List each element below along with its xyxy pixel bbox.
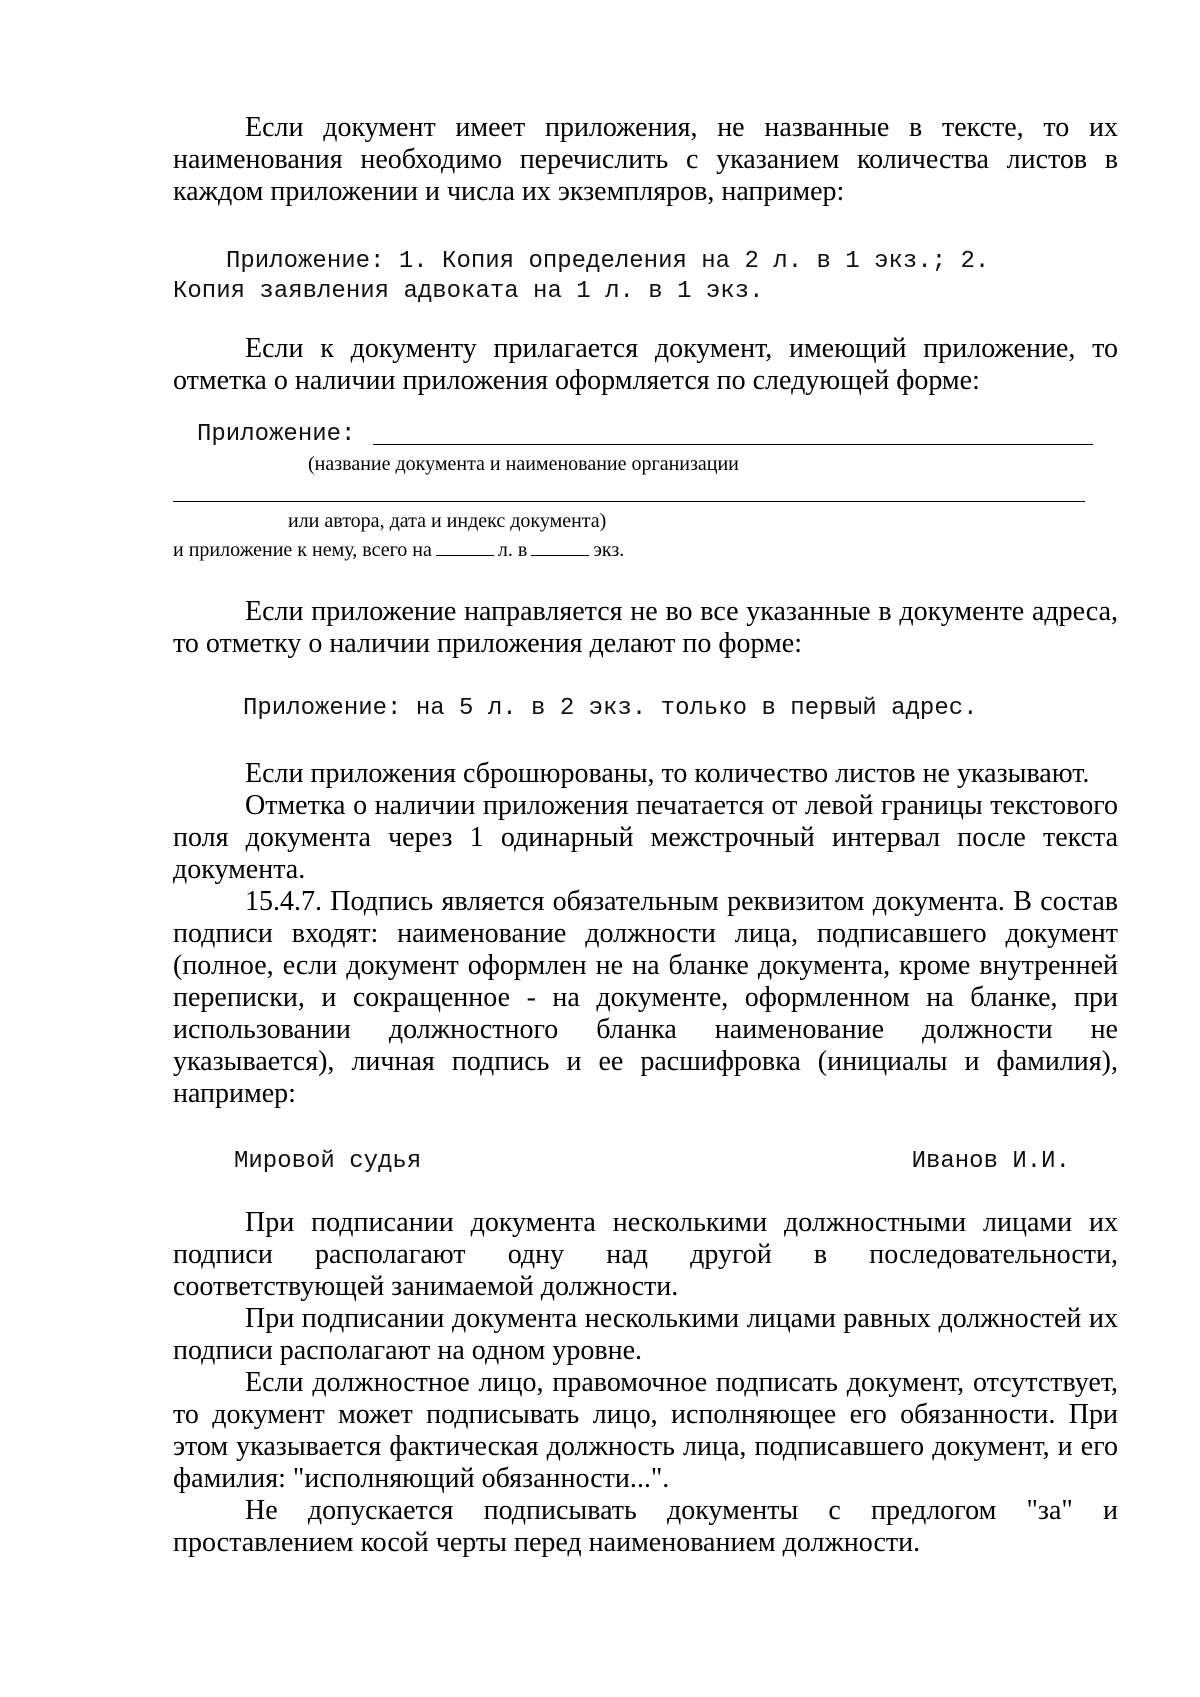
- form-attachment-label: Приложение:: [197, 421, 356, 448]
- signature-position: Мировой судья: [234, 1148, 422, 1175]
- copies-blank: [531, 537, 589, 556]
- form-line-3-mid: л. в: [497, 539, 528, 561]
- form-caption-1: (название документа и наименование организации: [308, 453, 739, 475]
- form-blank-line-1: [373, 444, 1093, 445]
- form-caption-2: или автора, дата и индекс документа): [288, 510, 607, 532]
- example-partial-attachment: Приложение: на 5 л. в 2 экз. только в первый адрес.: [243, 695, 978, 722]
- example-attachment-line-2: Копия заявления адвоката на 1 л. в 1 экз.: [173, 278, 764, 305]
- signature-example: [234, 1147, 1070, 1177]
- signature-name: Иванов И.И.: [911, 1148, 1070, 1175]
- paragraph-bound-attachments: Если приложения сброшюрованы, то количество листов не указывают.: [245, 758, 1090, 789]
- paragraph-prohibited-signing: Не допускается подписывать документы с предлогом "за" и проставлением косой черты перед наименованием должности.: [173, 1495, 1118, 1558]
- paragraph-equal-positions: При подписании документа несколькими лицами равных должностей их подписи располагают на одном уровне.: [173, 1303, 1118, 1366]
- form-line-3-end: экз.: [593, 539, 625, 561]
- form-blank-line-2: [173, 501, 1085, 502]
- paragraph-partial-addresses: Если приложение направляется не во все указанные в документе адреса, то отметку о наличии приложения делают по форме:: [173, 596, 1118, 659]
- paragraph-signature-section: 15.4.7. Подпись является обязательным реквизитом документа. В состав подписи входят: наименование должности лица, подписавшего документ (полное, если документ оформлен не на бланке документа, кроме внутренней переписки, и сокращенное - на документе, оформленном на бланке, при использовании должностного бланка наименование должности не указывается), личная подпись и ее расшифровка (инициалы и фамилия), например:: [173, 886, 1118, 1109]
- form-line-3-start: и приложение к нему, всего на: [173, 539, 432, 561]
- sheets-blank: [436, 537, 494, 556]
- paragraph-attached-document: Если к документу прилагается документ, имеющий приложение, то отметка о наличии приложения оформляется по следующей форме:: [173, 333, 1118, 396]
- paragraph-attachment-placement: Отметка о наличии приложения печатается от левой границы текстового поля документа через 1 одинарный межстрочный интервал после текста документа.: [173, 790, 1118, 885]
- paragraph-acting-official: Если должностное лицо, правомочное подписать документ, отсутствует, то документ может подписывать лицо, исполняющее его обязанности. При этом указывается фактическая должность лица, подписавшего документ, и его фамилия: "исполняющий обязанности...".: [173, 1367, 1118, 1494]
- form-line-3: [173, 537, 624, 562]
- paragraph-multiple-signers: При подписании документа несколькими должностными лицами их подписи располагают одну над другой в последовательности, соответствующей занимаемой должности.: [173, 1207, 1118, 1302]
- example-attachment-line-1: Приложение: 1. Копия определения на 2 л. в 1 экз.; 2.: [226, 248, 990, 275]
- paragraph-attachments-intro: Если документ имеет приложения, не названные в тексте, то их наименования необходимо перечислить с указанием количества листов в каждом приложении и числа их экземпляров, например:: [173, 112, 1118, 207]
